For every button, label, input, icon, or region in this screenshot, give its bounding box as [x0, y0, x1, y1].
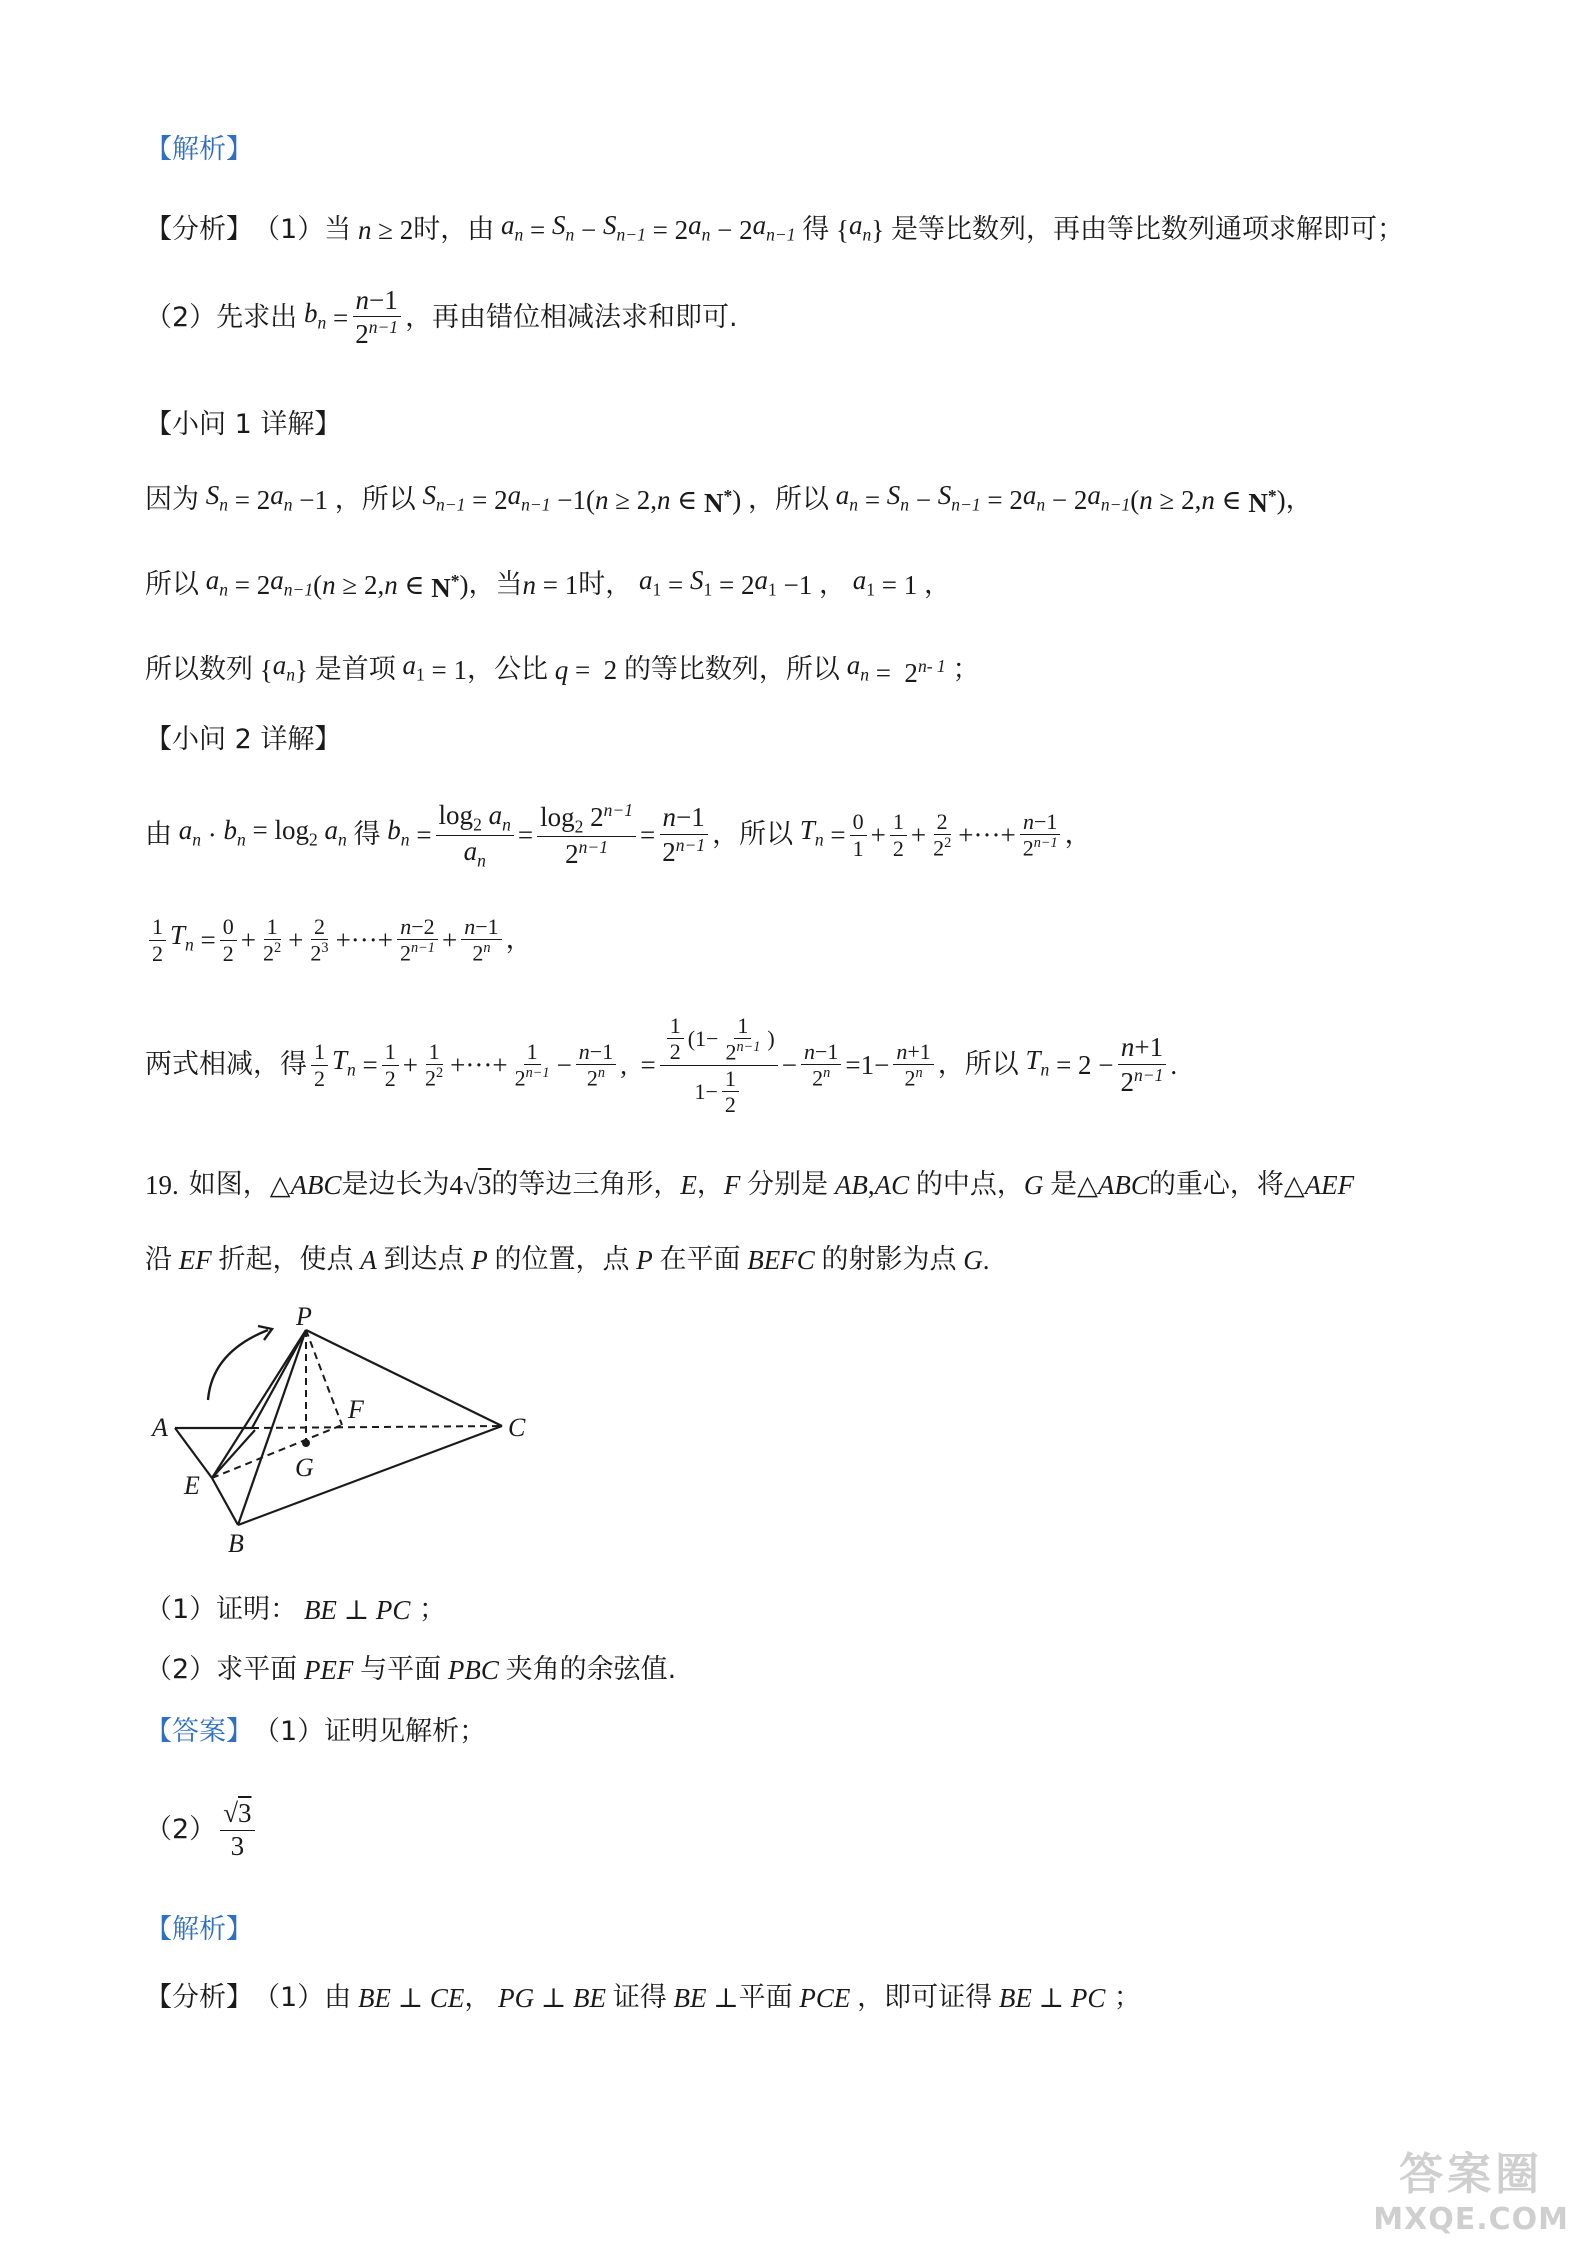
text: 如图，	[188, 1169, 270, 1200]
q19-line2: 沿 EF 折起，使点 A 到达点 P 的位置，点 P 在平面 BEFC 的射影为点 G .	[145, 1240, 990, 1280]
fraction: $\frac{\log_2 a_n}{a_n}$	[436, 800, 514, 870]
text: ，当	[468, 568, 523, 600]
fraction: $\frac{n-1}{2^{n-1}}$	[352, 285, 401, 350]
text: 证得	[612, 1982, 667, 2013]
analysis-part1: 【分析】 （1）当 n ≥ 2 时，由 $a_n$ = $S_n$ − $S_{n-1}$ = 2 $a_n$ − 2 $a_{n-1}$ 得 { $a_n$ } 是等比数列，再由等比数列通项求解即可；	[145, 205, 1404, 254]
text: 是等比数列，再由等比数列通项求解即可；	[890, 213, 1404, 245]
text: （1）当	[253, 213, 352, 245]
text: 平面	[738, 1982, 793, 2013]
question-number: 19.	[145, 1170, 179, 1200]
q1-line3: 所以数列 { $a_n$ } 是首项 $a_1$ = 1 ，公比 q = 2 的等比数列，所以 $a_n$ = 2$^{n- 1}$ ；	[145, 650, 980, 689]
q2-line1: 由 $a_n$ · $b_n$ = $\log_2$ $a_n$ 得 $b_n$ = $\frac{\log_2 a_n}{a_n}$ = $\frac{\log_2 2^{n-1}}{2^{n-1}}$ = $\frac{n-1}{2^{n-1}}$ ，所以 $T_n$ = $\frac{0}{1}$ + $\frac{1}{2}$ + $\frac{2}{2^2}$ +···+ $\frac{n-1}{2^{n-1}}$ ，	[145, 799, 1092, 870]
text: 夹角的余弦值.	[505, 1654, 677, 1685]
text: 沿	[145, 1244, 172, 1275]
text: 与平面	[360, 1654, 442, 1685]
q2-line3: 两式相减，得 $\frac{1}{2}$ $T_n$ = $\frac{1}{2}$ + $\frac{1}{2^2}$ +···+ $\frac{1}{2^{n-1}}$ − $\frac{n-1}{2^n}$ , = $\frac{1}{2}$ (1− $\frac{1}{2^{n-1}}$ ) 1− $\frac{1}{2}$ − $\frac{n-1}{2^n}$ =1− $\frac{n+1}{2^n}$ ，所以 $T_n$ = 2 − $\frac{n+1}{2^{n-1}}$ .	[145, 1012, 1178, 1117]
fraction: $\frac{n+1}{2^{n-1}}$	[1118, 1032, 1167, 1097]
pyramid-figure	[140, 1300, 560, 1560]
text: 两式相减，得	[145, 1049, 307, 1080]
text: ，所以	[334, 483, 416, 515]
analysis-part2: （2）先求出 $b_n$ = $\frac{n-1}{2^{n-1}}$ ，再由错位相减法求和即可.	[145, 285, 738, 350]
text: ，公比	[466, 653, 548, 685]
text: 得	[353, 819, 381, 850]
q2-line2: $\frac{1}{2}$ $T_n$ = $\frac{0}{2}$ + $\frac{1}{2^2}$ + $\frac{2}{2^3}$ +···+ $\frac{n-2}{2^{n-1}}$ + $\frac{n-1}{2^n}$ ，	[145, 910, 533, 970]
text: （2）求平面	[145, 1654, 298, 1685]
text: 的中点，	[915, 1169, 1024, 1200]
text: 折起，使点	[218, 1244, 354, 1275]
text: 的等边三角形，	[491, 1169, 681, 1200]
text: 所以	[145, 568, 199, 600]
q1-line2: 所以 $a_n$ = 2 $a_{n-1}$ ( n ≥ 2, n ∈ N* ) ，当 n = 1 时， $a_1$ = $S_1$ = 2 $a_1$ −1 ， $a_1$ = 1 ，	[145, 565, 951, 604]
analysis2-line1: 【分析】 （1）由 BE ⊥ CE ， PG ⊥ BE 证得 BE ⊥ 平面 PCE ，即可证得 BE ⊥ PC ；	[145, 1978, 1141, 2018]
text: （2）	[145, 1814, 217, 1845]
analysis-heading	[145, 130, 253, 170]
analysis-tag: 【解析】	[145, 1914, 253, 1945]
text: ，再由错位相减法求和即可.	[405, 301, 738, 333]
answer-line1	[145, 1712, 486, 1752]
q19-sub2: （2）求平面 PEF 与平面 PBC 夹角的余弦值.	[145, 1650, 676, 1690]
text: ，所以	[712, 819, 794, 850]
analysis-heading-2	[145, 1910, 253, 1950]
text: ，	[923, 568, 951, 600]
q2-tag: 【小问 2 详解】	[145, 724, 342, 755]
text: 时，	[578, 568, 633, 600]
watermark	[1373, 2138, 1569, 2237]
fenxi-tag: 【分析】	[145, 213, 253, 245]
text: （1）证明：	[145, 1594, 298, 1625]
q1-tag: 【小问 1 详解】	[145, 409, 342, 440]
text: ，	[1285, 483, 1313, 515]
label-A: A	[152, 1413, 168, 1442]
fenxi-tag: 【分析】	[145, 1982, 253, 2013]
q19-line1: 19. 如图， △ ABC 是边长为 4√3 的等边三角形， E ， F 分别是 AB , AC 的中点， G 是 △ ABC 的重心，将 △ AEF	[145, 1165, 1354, 1205]
watermark-logo-text: 答案圈	[1399, 2149, 1544, 2200]
text: （2）先求出	[145, 301, 298, 333]
text: 的等比数列，所以	[623, 653, 840, 685]
text: ，所以	[937, 1049, 1019, 1080]
q2-heading	[145, 720, 341, 760]
label-F: F	[348, 1395, 364, 1424]
text: （1）由	[253, 1982, 352, 2013]
text: 在平面	[659, 1244, 741, 1275]
text: 是边长为	[341, 1169, 450, 1200]
answer-tag: 【答案】	[145, 1716, 253, 1747]
label-G: G	[295, 1453, 314, 1482]
fraction: $\frac{\log_2 2^{n-1}}{2^{n-1}}$	[537, 800, 636, 871]
text: （1）证明见解析；	[253, 1716, 487, 1747]
text: 到达点	[383, 1244, 465, 1275]
fraction: $\frac{√3}{3}$	[220, 1798, 254, 1861]
q1-line1: 因为 $S_n$ = 2 $a_n$ −1 ，所以 $S_{n-1}$ = 2 $a_{n-1}$ −1( n ≥ 2, n ∈ N* ) ，所以 $a_n$ = $S_n$ − $S_{n-1}$ = 2 $a_n$ − 2 $a_{n-1}$ ( n ≥ 2, n ∈ N* ) ，	[145, 480, 1313, 519]
text: 得	[802, 213, 830, 245]
text: 的射影为点	[821, 1244, 957, 1275]
text: 分别是	[747, 1169, 829, 1200]
label-P: P	[296, 1302, 312, 1331]
text: ，	[818, 568, 846, 600]
fraction: $\frac{n-1}{2^{n-1}}$	[659, 802, 708, 867]
text: ，所以	[748, 483, 830, 515]
fraction: $\frac{1}{2}$ (1− $\frac{1}{2^{n-1}}$ ) 1− $\frac{1}{2}$	[660, 1013, 778, 1118]
label-E: E	[184, 1471, 200, 1500]
text: 时，由	[413, 213, 495, 245]
text: ，即可证得	[857, 1982, 993, 2013]
text: 由	[145, 819, 172, 850]
label-B: B	[228, 1529, 244, 1558]
text: 所以数列	[145, 653, 253, 685]
answer-line2	[145, 1790, 259, 1870]
analysis-tag: 【解析】	[145, 134, 253, 165]
label-C: C	[508, 1413, 526, 1442]
watermark-url: MXQE.COM	[1373, 2202, 1569, 2237]
text: 的位置，点	[494, 1244, 630, 1275]
q1-heading	[145, 405, 341, 445]
text: 是	[1050, 1169, 1078, 1200]
text: 是首项	[314, 653, 396, 685]
q19-sub1: （1）证明： BE ⊥ PC ；	[145, 1590, 446, 1630]
text: 因为	[145, 483, 199, 515]
text: 的重心，将	[1148, 1169, 1284, 1200]
